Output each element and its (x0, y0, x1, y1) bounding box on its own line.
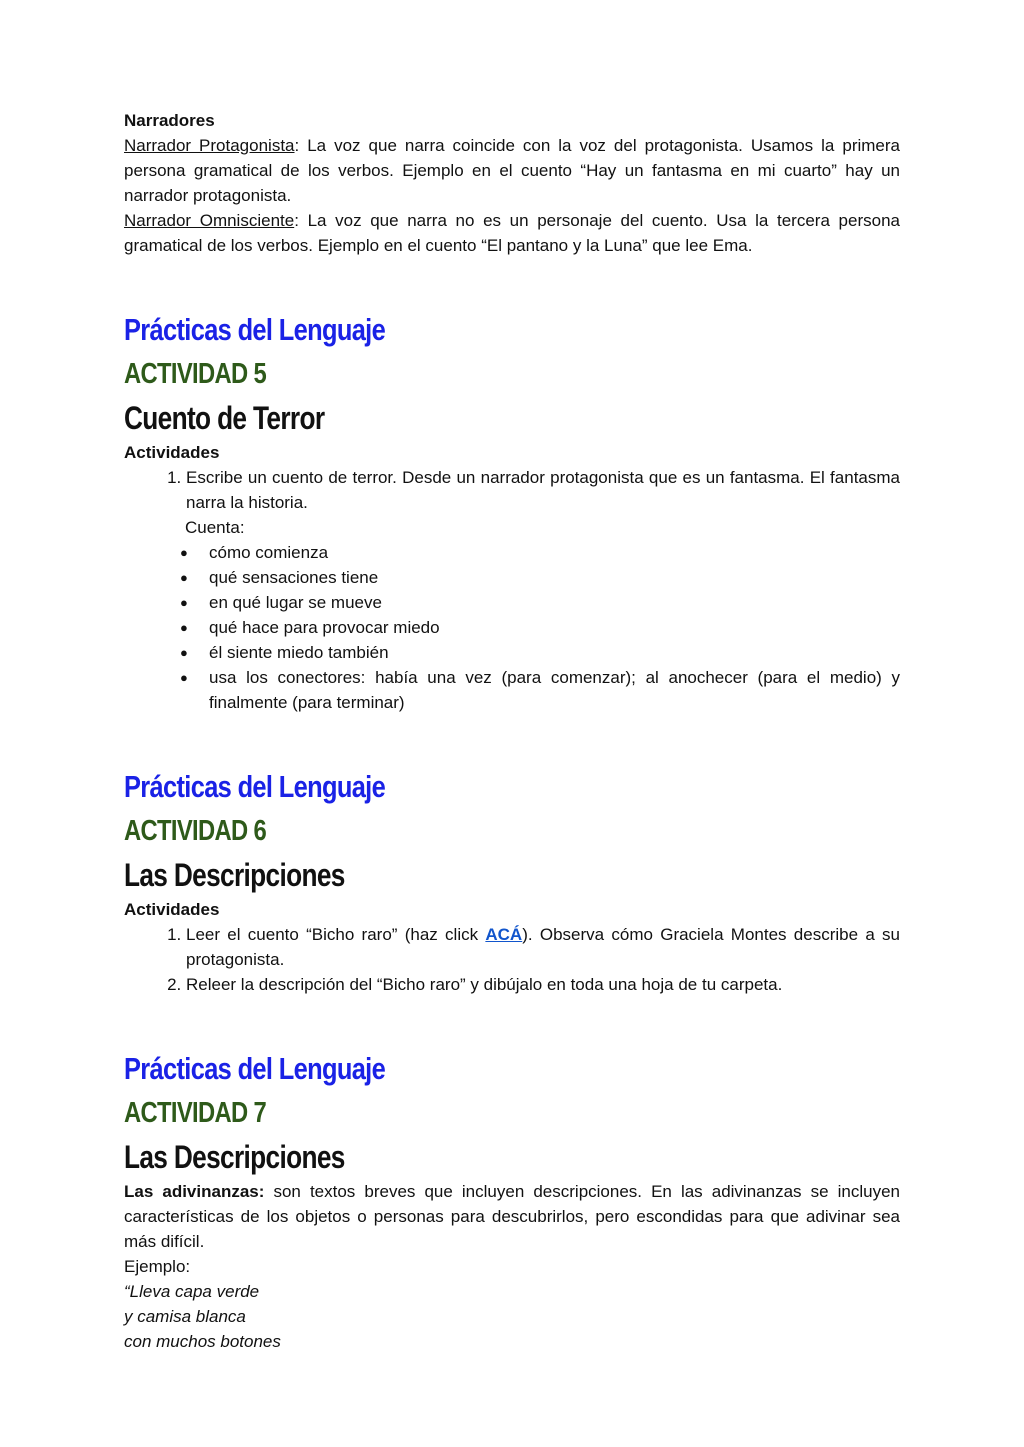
list-item-text: ). Observa cómo Graciela Montes describe a su protagonista. (186, 925, 901, 969)
adivinanzas-paragraph (124, 1179, 900, 1254)
cuenta-bullet-list (124, 540, 900, 715)
list-item-text: Leer el cuento “Bicho raro” (haz click (186, 925, 486, 944)
list-item-text: Releer la descripción del “Bicho raro” y dibújalo en toda una hoja de tu carpeta. (186, 975, 783, 994)
actividades-label: Actividades (124, 900, 220, 919)
list-item (186, 972, 900, 997)
activity-title: Las Descripciones (124, 1139, 345, 1175)
verse-line: con muchos botones (124, 1332, 281, 1351)
bullet-item: ● qué sensaciones tiene (209, 565, 900, 590)
actividades-label: Actividades (124, 443, 220, 462)
actividades-list (124, 922, 900, 997)
verse-line: “Lleva capa verde (124, 1282, 260, 1301)
actividad-6-section (124, 765, 900, 997)
spacer (124, 997, 900, 1047)
narrador-protagonista-paragraph (124, 133, 900, 208)
adivinanzas-text: son textos breves que incluyen descripciones. En las adivinanzas se incluyen características de los objetos o personas para descubrirlos, pero escondidas para que adivinar sea más difícil. (124, 1182, 900, 1251)
ejemplo-label: Ejemplo: (124, 1257, 191, 1276)
subject-heading: Prácticas del Lenguaje (124, 312, 386, 347)
actividades-list (124, 465, 900, 515)
list-item (186, 465, 900, 515)
narrador-omnisciente-paragraph (124, 208, 900, 258)
spacer (124, 715, 900, 765)
subject-heading: Prácticas del Lenguaje (124, 1051, 386, 1086)
bullet-item: ● qué hace para provocar miedo (209, 615, 900, 640)
narrador-omnisciente-term: Narrador Omnisciente (124, 211, 295, 230)
activity-title: Cuento de Terror (124, 400, 325, 436)
aca-link[interactable]: ACÁ (485, 925, 523, 944)
document-page (124, 108, 900, 1354)
verse-line: y camisa blanca (124, 1307, 246, 1326)
adivinanzas-term: Las adivinanzas: (124, 1182, 265, 1201)
bullet-item: ● usa los conectores: había una vez (para comenzar); al anochecer (para el medio) y finalmente (para terminar) (209, 665, 900, 715)
narradores-heading: Narradores (124, 111, 215, 130)
activity-heading: ACTIVIDAD 7 (124, 1097, 267, 1129)
actividad-7-section (124, 1047, 900, 1354)
narrador-protagonista-text: : La voz que narra coincide con la voz del protagonista. Usamos la primera persona gramatical de los verbos. Ejemplo en el cuento “Hay un fantasma en mi cuarto” hay un narrador protagonista. (124, 136, 900, 205)
list-item (186, 922, 900, 972)
list-item-text: Escribe un cuento de terror. Desde un narrador protagonista que es un fantasma. El fantasma narra la historia. (186, 468, 900, 512)
narradores-section (124, 108, 900, 258)
bullet-item: ● él siente miedo también (209, 640, 900, 665)
narrador-protagonista-term: Narrador Protagonista (124, 136, 295, 155)
narrador-omnisciente-text: : La voz que narra no es un personaje del cuento. Usa la tercera persona gramatical de los verbos. Ejemplo en el cuento “El pantano y la Luna” que lee Ema. (124, 211, 900, 255)
bullet-item: ● cómo comienza (209, 540, 900, 565)
activity-heading: ACTIVIDAD 5 (124, 358, 267, 390)
activity-heading: ACTIVIDAD 6 (124, 815, 267, 847)
activity-title: Las Descripciones (124, 857, 345, 893)
cuenta-label: Cuenta: (185, 518, 245, 537)
subject-heading: Prácticas del Lenguaje (124, 769, 386, 804)
spacer (124, 258, 900, 308)
actividad-5-section (124, 308, 900, 715)
bullet-item: ● en qué lugar se mueve (209, 590, 900, 615)
